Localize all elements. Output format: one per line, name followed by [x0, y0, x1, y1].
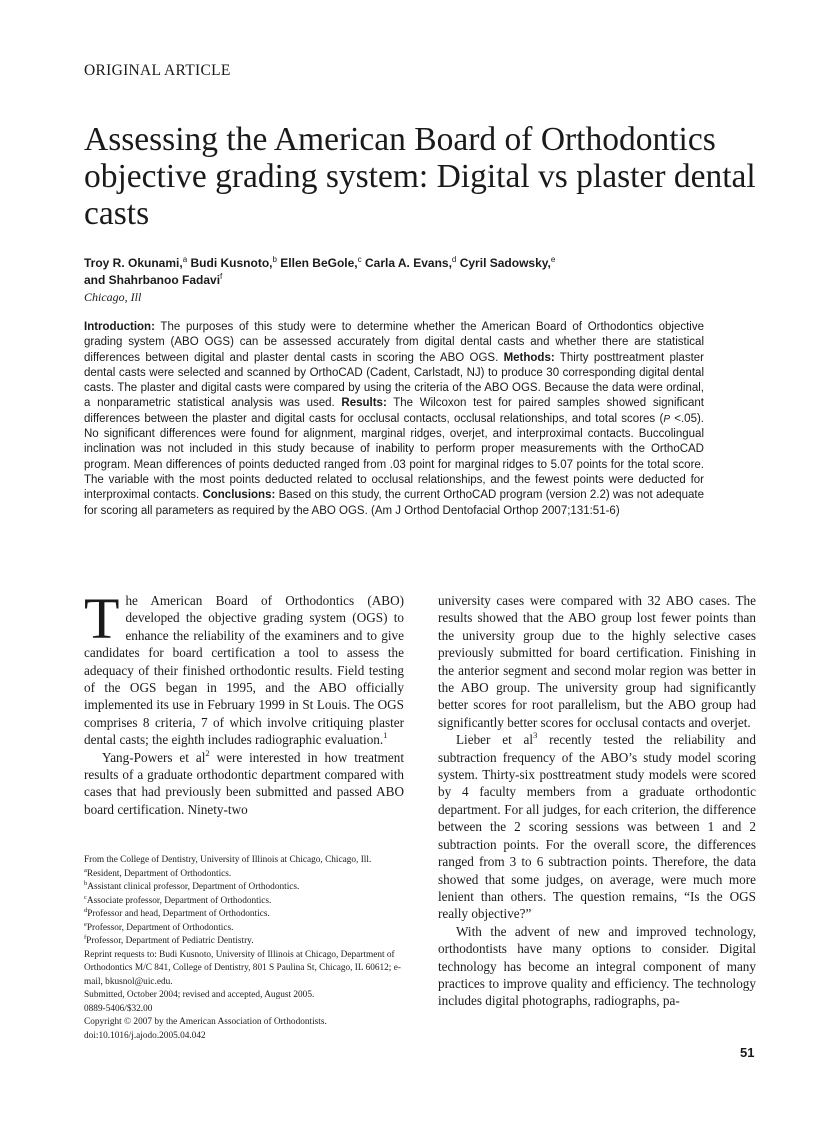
author-list: Troy R. Okunami,$^a$ Budi Kusnoto,$^b$ Ellen BeGole,$^c$ Carla A. Evans,$^d$ Cyril Sadowsky,$^e$ and Shahrbanoo Fadavi$^f$	[84, 255, 556, 287]
p-value-symbol: P	[663, 413, 670, 425]
author-affiliation-marker: d	[451, 255, 457, 264]
paragraph-1-text: he American Board of Orthodontics (ABO) developed the objective grading system (OGS) to enhance the reliability of the examiners and to give candidates for board certification a tool to assess the adequacy of their finished orthodontic results. Field testing of the OGS began in 1995, and the ABO officially implemented its use in February 1999 in St Louis. The OGS comprises 8 criteria, 7 of which involve critiquing plaster dental casts; the eighth includes radiographic evaluation.	[84, 593, 404, 748]
article-title: Assessing the American Board of Orthodontics objective grading system: Digital vs plaster dental casts	[84, 121, 756, 232]
footnote-marker: e	[84, 920, 87, 928]
author-affiliation-marker: e	[550, 255, 556, 264]
footnote-copyright: Copyright © 2007 by the American Association of Orthodontists.	[84, 1017, 327, 1027]
paragraph-4: With the advent of new and improved technology, orthodontists have many options to consider. Digital technology has become an integral component of many practices to improve quality and efficiency. The technology includes digital photographs, radiographs, pa-	[438, 923, 756, 1009]
abstract-text: The purposes of this study were to determine whether the American Board of Orthodontics objective grading system (ABO OGS) can be assessed accurately from digital dental casts and whether there are statistical differences between digital and plaster dental casts in scoring the ABO OGS.	[84, 321, 704, 364]
abstract-text: Thirty posttreatment plaster dental casts were selected and scanned by OrthoCAD (Cadent, Carlstadt, NJ) to produce 30 corresponding digital dental casts. The plaster and digital casts were compared by using the criteria of the ABO OGS. Because the data were ordinal, a nonparametric statistical analysis was used.	[84, 351, 704, 410]
author-affiliation-marker: f	[220, 272, 223, 281]
footnotes	[84, 854, 406, 1043]
footnote-marker: d	[84, 907, 88, 914]
abstract-text: Based on this study, the current OrthoCAD program (version 2.2) was not adequate for scoring all parameters as required by the ABO OGS. (Am J Orthod Dentofacial Orthop 2007;131:51-6)	[84, 489, 705, 517]
paragraph-2-text: were interested in how treatment results of a graduate orthodontic department compared with cases that had previously been submitted and passed ABO board certification. Ninety-two	[84, 749, 404, 817]
footnote-doi[interactable]: doi:10.1016/j.ajodo.2005.04.042	[84, 1030, 206, 1041]
footnote-marker: c	[84, 893, 87, 901]
author-name: Cyril Sadowsky,	[459, 256, 551, 270]
author-name: Shahrbanoo Fadavi	[108, 273, 221, 287]
footnote-role-text: Professor, Department of Pediatric Dentistry.	[86, 936, 254, 946]
footnote-role	[84, 881, 406, 895]
author-name: Carla A. Evans,	[364, 256, 452, 270]
footnote-role-text: Professor, Department of Orthodontics.	[86, 922, 234, 933]
abstract-text: <.05). No significant differences were found for alignment, marginal ridges, overjet, and interproximal contacts. Buccolingual inclination was not included in this study because of inability to perform proper measurements with the OrthoCAD program. Mean differences of points deducted ranged from .03 point for marginal ridges to 5.07 points for the total score. The variable with the most points deducted related to occlusal relationships, and the fewest points were deducted for interproximal contacts.	[84, 412, 704, 502]
section-label: ORIGINAL ARTICLE	[84, 62, 231, 79]
abstract-text: The Wilcoxon test for paired samples showed significant differences between the plaster and digital casts for occlusal contacts, occlusal relationships, and total scores (	[84, 397, 704, 425]
footnote-role	[84, 895, 406, 909]
footnote-role	[84, 868, 406, 882]
footnote-institution: From the College of Dentistry, University of Illinois at Chicago, Chicago, Ill.	[84, 855, 372, 865]
abstract-heading: Results:	[341, 397, 387, 410]
footnote-role	[84, 935, 406, 949]
footnote-issn: 0889-5406/$32.00	[84, 1003, 153, 1014]
footnote-submitted: Submitted, October 2004; revised and accepted, August 2005.	[84, 990, 315, 1000]
abstract-heading: Methods:	[503, 351, 555, 364]
body-column-right	[438, 592, 756, 1010]
author-name: Ellen BeGole,	[280, 256, 358, 270]
footnote-role-text: Associate professor, Department of Orthodontics.	[86, 895, 272, 906]
paragraph-3-author: Lieber et al	[456, 732, 534, 748]
body-column-left	[84, 586, 404, 818]
footnote-reprint: Reprint requests to: Budi Kusnoto, University of Illinois at Chicago, Department of Orthodontics M/C 841, College of Dentistry, 801 S Paulina St, Chicago, IL 60612; e-mail, bkusnol@uic.edu.	[84, 949, 401, 987]
abstract-heading: Conclusions:	[202, 489, 276, 502]
author-location: Chicago, Ill	[84, 290, 142, 304]
author-affiliation-marker: b	[272, 255, 277, 264]
citation-ref[interactable]: 1	[383, 730, 388, 741]
author-name: Troy R. Okunami,	[84, 256, 183, 270]
paragraph-2	[84, 749, 404, 819]
paragraph-2-author: Yang-Powers et al	[102, 749, 206, 765]
drop-cap: T	[84, 586, 120, 651]
page-number: 51	[740, 1045, 755, 1060]
footnote-marker: a	[84, 866, 87, 874]
author-name: Budi Kusnoto,	[190, 256, 273, 270]
footnote-role	[84, 922, 406, 936]
paragraph-1	[84, 586, 404, 749]
footnote-marker: b	[84, 880, 88, 887]
abstract	[84, 320, 704, 519]
footnote-role-text: Resident, Department of Orthodontics.	[86, 868, 232, 879]
paragraph-3-text: recently tested the reliability and subtraction frequency of the ABO’s study model scoring system. Thirty-six posttreatment study models were scored by 4 faculty members from a graduate orthodontic department. For all judges, for each criterion, the difference between the 2 scoring sessions was between 1 and 2 subtraction points. For the overall score, the differences ranged from 3 to 6 subtraction points. Therefore, the data showed that some judges, on average, were much more lenient than others. The question remains, “Is the OGS really objective?”	[438, 732, 756, 922]
author-affiliation-marker: c	[357, 255, 362, 264]
footnote-role-text: Assistant clinical professor, Department of Orthodontics.	[87, 882, 300, 892]
footnote-role-text: Professor and head, Department of Orthodontics.	[87, 909, 270, 919]
author-affiliation-marker: a	[182, 255, 188, 264]
footnote-marker: f	[84, 934, 87, 941]
paragraph-2-continued: university cases were compared with 32 ABO cases. The results showed that the ABO group lost fewer points than the university group due to the highly selective cases previously submitted for board certification. Finishing in the anterior segment and second molar region was better in the ABO group. The university group had significantly better scores for root parallelism, but the ABO group had significantly better scores for occlusal contacts and overjet.	[438, 593, 756, 730]
footnote-role	[84, 908, 406, 922]
abstract-heading: Introduction:	[84, 321, 155, 333]
citation-ref[interactable]: 3	[533, 730, 538, 741]
citation-ref[interactable]: 2	[205, 747, 210, 758]
paragraph-3	[438, 731, 756, 922]
